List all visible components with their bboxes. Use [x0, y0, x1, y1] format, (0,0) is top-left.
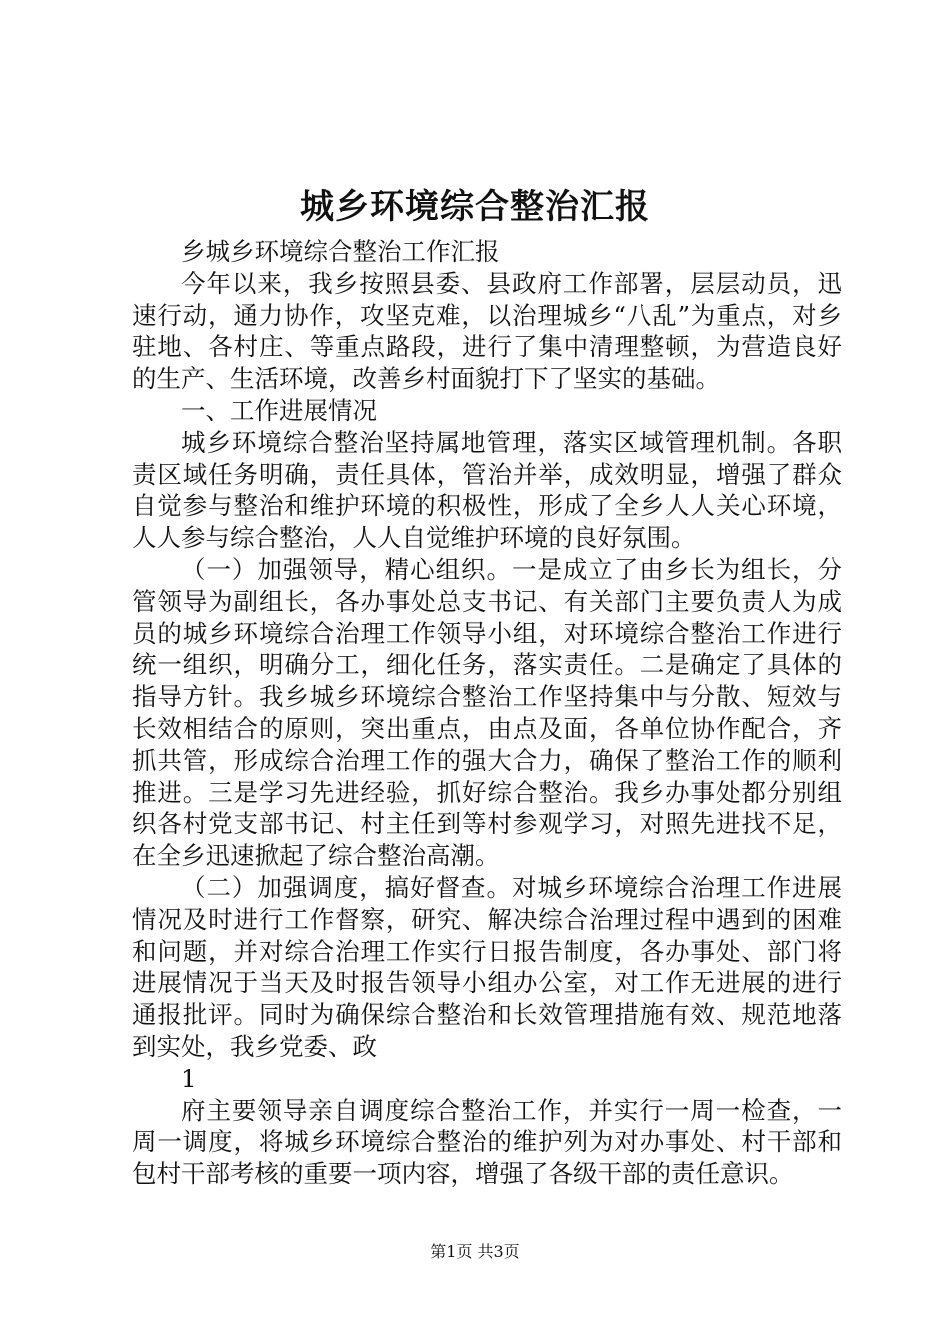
document-title: 城乡环境综合整治汇报 — [300, 187, 650, 227]
paragraph-continuation: 府主要领导亲自调度综合整治工作，并实行一周一检查，一周一调度，将城乡环境综合整治的维护列为对办事处、村干部和包村干部考核的重要一项内容，增强了各级干部的责任意识。 — [132, 1095, 842, 1189]
document-body — [132, 236, 842, 1190]
paragraph-subtitle: 乡城乡环境综合整治工作汇报 — [181, 237, 500, 266]
section-heading: 一、工作进展情况 — [181, 395, 377, 425]
paragraph-overview: 城乡环境综合整治坚持属地管理，落实区域管理机制。各职责区域任务明确，责任具体，管治并举，成效明显，增强了群众自觉参与整治和维护环境的积极性，形成了全乡人人关心环境，人人参与综合整治，人人自觉维护环境的良好氛围。 — [132, 427, 842, 553]
paragraph-supervision: （二）加强调度，搞好督查。对城乡环境综合治理工作进展情况及时进行工作督察，研究、解决综合治理过程中遇到的困难和问题，并对综合治理工作实行日报告制度，各办事处、部门将进展情况于当天及时报告领导小组办公室，对工作无进展的进行通报批评。同时为确保综合整治和长效管理措施有效、规范地落到实处，我乡党委、政 — [132, 872, 842, 1061]
page-number-marker: 1 — [181, 1063, 197, 1093]
paragraph-intro: 今年以来，我乡按照县委、县政府工作部署，层层动员，迅速行动，通力协作，攻坚克难，以治理城乡“八乱”为重点，对乡驻地、各村庄、等重点路段，进行了集中清理整顿，为营造良好的生产、生活环境，改善乡村面貌打下了坚实的基础。 — [132, 268, 842, 394]
page-footer: 第1页 共3页 — [430, 1242, 520, 1261]
paragraph-leadership: （一）加强领导，精心组织。一是成立了由乡长为组长，分管领导为副组长，各办事处总支书记、有关部门主要负责人为成员的城乡环境综合治理工作领导小组，对环境综合整治工作进行统一组织，明确分工，细化任务，落实责任。二是确定了具体的指导方针。我乡城乡环境综合整治工作坚持集中与分散、短效与长效相结合的原则，突出重点，由点及面，各单位协作配合，齐抓共管，形成综合治理工作的强大合力，确保了整治工作的顺利推进。三是学习先进经验，抓好综合整治。我乡办事处都分别组织各村党支部书记、村主任到等村参观学习，对照先进找不足，在全乡迅速掀起了综合整治高潮。 — [132, 554, 842, 871]
